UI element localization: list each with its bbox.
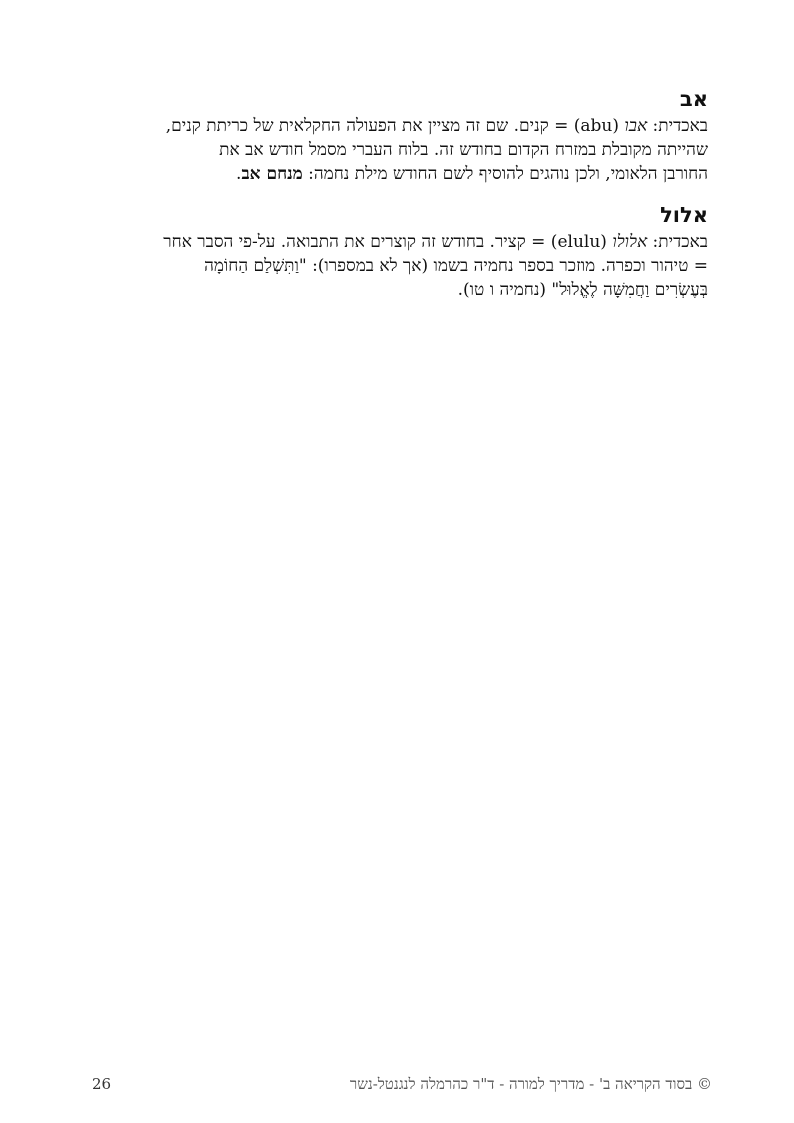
line-text: = טיהור וכפרה. מוזכר בספר נחמיה בשמו (אך לא במספרו): "וַתִּשְׁלַם הַחוֹמָה <box>204 256 708 276</box>
document-page <box>87 86 708 318</box>
line-text: שהייתה מקובלת במזרח הקדום בחודש זה. בלוח העברי מסמל חודש אב את <box>219 140 708 160</box>
line-end: . <box>236 164 242 184</box>
entry-elul <box>87 202 708 302</box>
line-text: בְּעֶשְׂרִים וַחֲמִשָּׁה לֶאֱלוּל" (נחמיה ו טו). <box>457 280 708 300</box>
entry-av <box>87 86 708 186</box>
akkadian-word: אלולו <box>612 232 648 252</box>
entry-body <box>87 114 708 186</box>
body-line <box>87 138 708 162</box>
body-line <box>87 114 708 138</box>
body-line <box>87 162 708 186</box>
page-footer <box>92 1075 712 1097</box>
entry-title: אב <box>679 87 708 111</box>
line-text: (abu) = קנים. שם זה מציין את הפעולה החקלאית של כריתת קנים, <box>165 116 625 136</box>
footer-credit: © בסוד הקריאה ב' - מדריך למורה - ד"ר כהרמלה לנגנטל-נשר <box>349 1075 712 1093</box>
line-text: (elulu) = קציר. בחודש זה קוצרים את התבואה. על-פי הסבר אחר <box>163 232 613 252</box>
bold-phrase: מנחם אב <box>241 164 303 184</box>
akkadian-word: אבו <box>624 116 648 136</box>
body-line <box>87 254 708 278</box>
line-text: החורבן הלאומי, ולכן נוהגים להוסיף לשם החודש מילת נחמה: <box>302 164 708 184</box>
page-number: 26 <box>92 1075 112 1093</box>
line-prefix: באכדית: <box>647 116 708 136</box>
entry-body <box>87 230 708 302</box>
body-line <box>87 230 708 254</box>
body-line <box>87 278 708 302</box>
line-prefix: באכדית: <box>647 232 708 252</box>
entry-title: אלול <box>660 203 708 227</box>
